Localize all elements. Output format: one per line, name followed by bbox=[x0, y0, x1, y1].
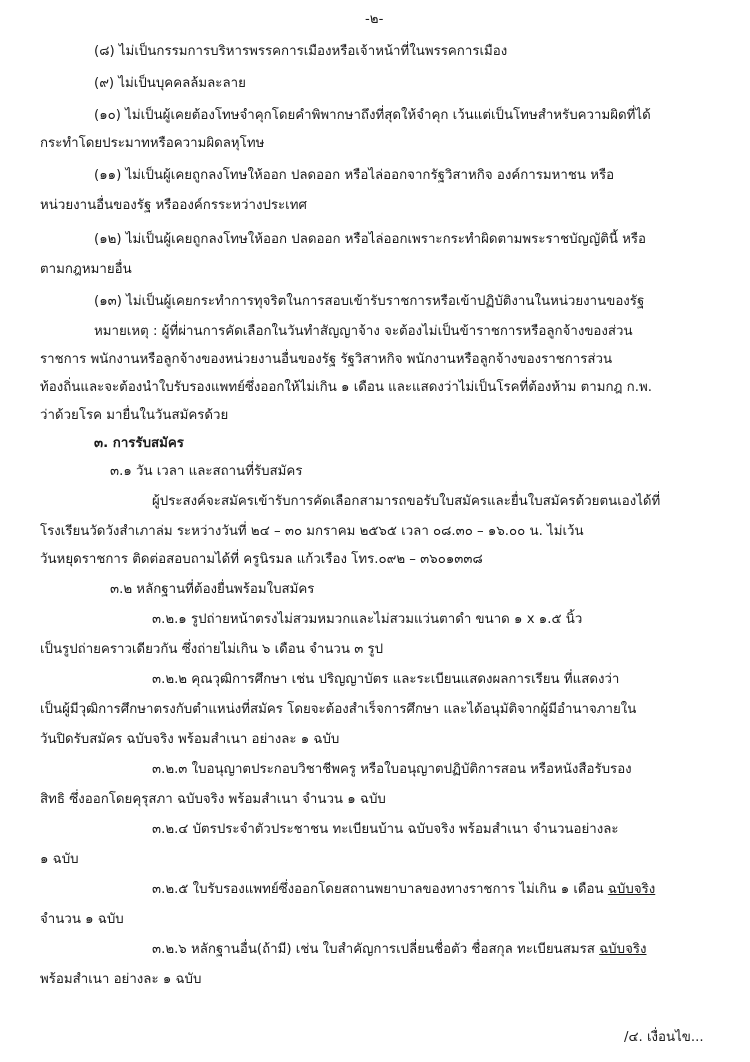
section-3-1-line-3: วันหยุดราชการ ติดต่อสอบถามได้ที่ ครูนิรมล แก้วเรือง โทร.๐๙๒ – ๓๖๐๑๓๓๘ bbox=[40, 552, 483, 567]
document-item-2-line-1: ๓.๒.๒ คุณวุฒิการศึกษา เช่น ปริญญาบัตร และระเบียนแสดงผลการเรียน ที่แสดงว่า bbox=[152, 672, 620, 687]
qualification-item-10-line-1: (๑๐) ไม่เป็นผู้เคยต้องโทษจำคุกโดยคำพิพากษาถึงที่สุดให้จำคุก เว้นแต่เป็นโทษสำหรับความผิดที่ได้ bbox=[94, 108, 651, 123]
document-item-5-text: ๓.๒.๕ ใบรับรองแพทย์ซึ่งออกโดยสถานพยาบาลของทางราชการ ไม่เกิน ๑ เดือน bbox=[152, 882, 608, 897]
qualification-item-8: (๘) ไม่เป็นกรรมการบริหารพรรคการเมืองหรือเจ้าหน้าที่ในพรรคการเมือง bbox=[94, 44, 508, 59]
document-item-2-line-3: วันปิดรับสมัคร ฉบับจริง พร้อมสำเนา อย่างละ ๑ ฉบับ bbox=[40, 732, 340, 747]
qualification-item-12-line-2: ตามกฎหมายอื่น bbox=[40, 262, 132, 277]
document-item-4-line-1: ๓.๒.๔ บัตรประจำตัวประชาชน ทะเบียนบ้าน ฉบับจริง พร้อมสำเนา จำนวนอย่างละ bbox=[152, 822, 619, 837]
note-line-1: หมายเหตุ : ผู้ที่ผ่านการคัดเลือกในวันทำสัญญาจ้าง จะต้องไม่เป็นข้าราชการหรือลูกจ้างของส่วน bbox=[94, 324, 633, 339]
qualification-item-9: (๙) ไม่เป็นบุคคลล้มละลาย bbox=[94, 76, 246, 91]
qualification-item-11-line-2: หน่วยงานอื่นของรัฐ หรือองค์กรระหว่างประเทศ bbox=[40, 198, 307, 213]
section-3-2-heading: ๓.๒ หลักฐานที่ต้องยื่นพร้อมใบสมัคร bbox=[110, 582, 315, 597]
section-3-1-line-1: ผู้ประสงค์จะสมัครเข้ารับการคัดเลือกสามารถขอรับใบสมัครและยื่นใบสมัครด้วยตนเองได้ที่ bbox=[152, 494, 661, 509]
document-item-1-line-2: เป็นรูปถ่ายคราวเดียวกัน ซึ่งถ่ายไม่เกิน ๖ เดือน จำนวน ๓ รูป bbox=[40, 642, 384, 657]
document-item-2-line-2: เป็นผู้มีวุฒิการศึกษาตรงกับตำแหน่งที่สมัคร โดยจะต้องสำเร็จการศึกษา และได้อนุมัติจากผู้มีอำนาจภายใน bbox=[40, 702, 637, 717]
original-copy-underlined: ฉบับจริง bbox=[599, 942, 647, 957]
document-item-1-line-1: ๓.๒.๑ รูปถ่ายหน้าตรงไม่สวมหมวกและไม่สวมแว่นตาดำ ขนาด ๑ x ๑.๕ นิ้ว bbox=[152, 612, 583, 627]
section-3-1-heading: ๓.๑ วัน เวลา และสถานที่รับสมัคร bbox=[110, 464, 303, 479]
continuation-marker: /๔. เงื่อนไข... bbox=[624, 1030, 704, 1045]
document-item-6-line-1 bbox=[152, 942, 647, 958]
document-item-3-line-2: สิทธิ ซึ่งออกโดยคุรุสภา ฉบับจริง พร้อมสำเนา จำนวน ๑ ฉบับ bbox=[40, 792, 386, 807]
qualification-item-12-line-1: (๑๒) ไม่เป็นผู้เคยถูกลงโทษให้ออก ปลดออก หรือไล่ออกเพราะกระทำผิดตามพระราชบัญญัตินี้ หรือ bbox=[94, 232, 647, 247]
section-3-1-line-2: โรงเรียนวัดวังสำเภาล่ม ระหว่างวันที่ ๒๔ – ๓๐ มกราคม ๒๕๖๕ เวลา ๐๘.๓๐ – ๑๖.๐๐ น. ไม่เว้น bbox=[40, 524, 584, 539]
document-item-5-line-1 bbox=[152, 882, 655, 898]
qualification-item-10-line-2: กระทำโดยประมาทหรือความผิดลหุโทษ bbox=[40, 136, 265, 151]
qualification-item-13: (๑๓) ไม่เป็นผู้เคยกระทำการทุจริตในการสอบเข้ารับราชการหรือเข้าปฏิบัติงานในหน่วยงานของรัฐ bbox=[94, 294, 645, 309]
section-3-heading: ๓. การรับสมัคร bbox=[94, 436, 184, 451]
note-line-3: ท้องถิ่นและจะต้องนำใบรับรองแพทย์ซึ่งออกให้ไม่เกิน ๑ เดือน และแสดงว่าไม่เป็นโรคที่ต้องห้าม ตามกฎ ก.พ. bbox=[40, 380, 652, 395]
document-item-5-line-2: จำนวน ๑ ฉบับ bbox=[40, 912, 124, 927]
document-item-6-line-2: พร้อมสำเนา อย่างละ ๑ ฉบับ bbox=[40, 972, 202, 987]
document-item-6-text: ๓.๒.๖ หลักฐานอื่น(ถ้ามี) เช่น ใบสำคัญการเปลี่ยนชื่อตัว ชื่อสกุล ทะเบียนสมรส bbox=[152, 942, 600, 957]
qualification-item-11-line-1: (๑๑) ไม่เป็นผู้เคยถูกลงโทษให้ออก ปลดออก หรือไล่ออกจากรัฐวิสาหกิจ องค์การมหาชน หรือ bbox=[94, 168, 615, 183]
original-copy-underlined: ฉบับจริง bbox=[607, 882, 656, 897]
note-line-2: ราชการ พนักงานหรือลูกจ้างของหน่วยงานอื่นของรัฐ รัฐวิสาหกิจ พนักงานหรือลูกจ้างของราชการส่วน bbox=[40, 352, 613, 367]
page-number: -๒- bbox=[365, 12, 384, 27]
note-line-4: ว่าด้วยโรค มายื่นในวันสมัครด้วย bbox=[40, 408, 229, 423]
document-item-3-line-1: ๓.๒.๓ ใบอนุญาตประกอบวิชาชีพครู หรือใบอนุญาตปฏิบัติการสอน หรือหนังสือรับรอง bbox=[152, 762, 632, 777]
document-item-4-line-2: ๑ ฉบับ bbox=[40, 852, 79, 867]
